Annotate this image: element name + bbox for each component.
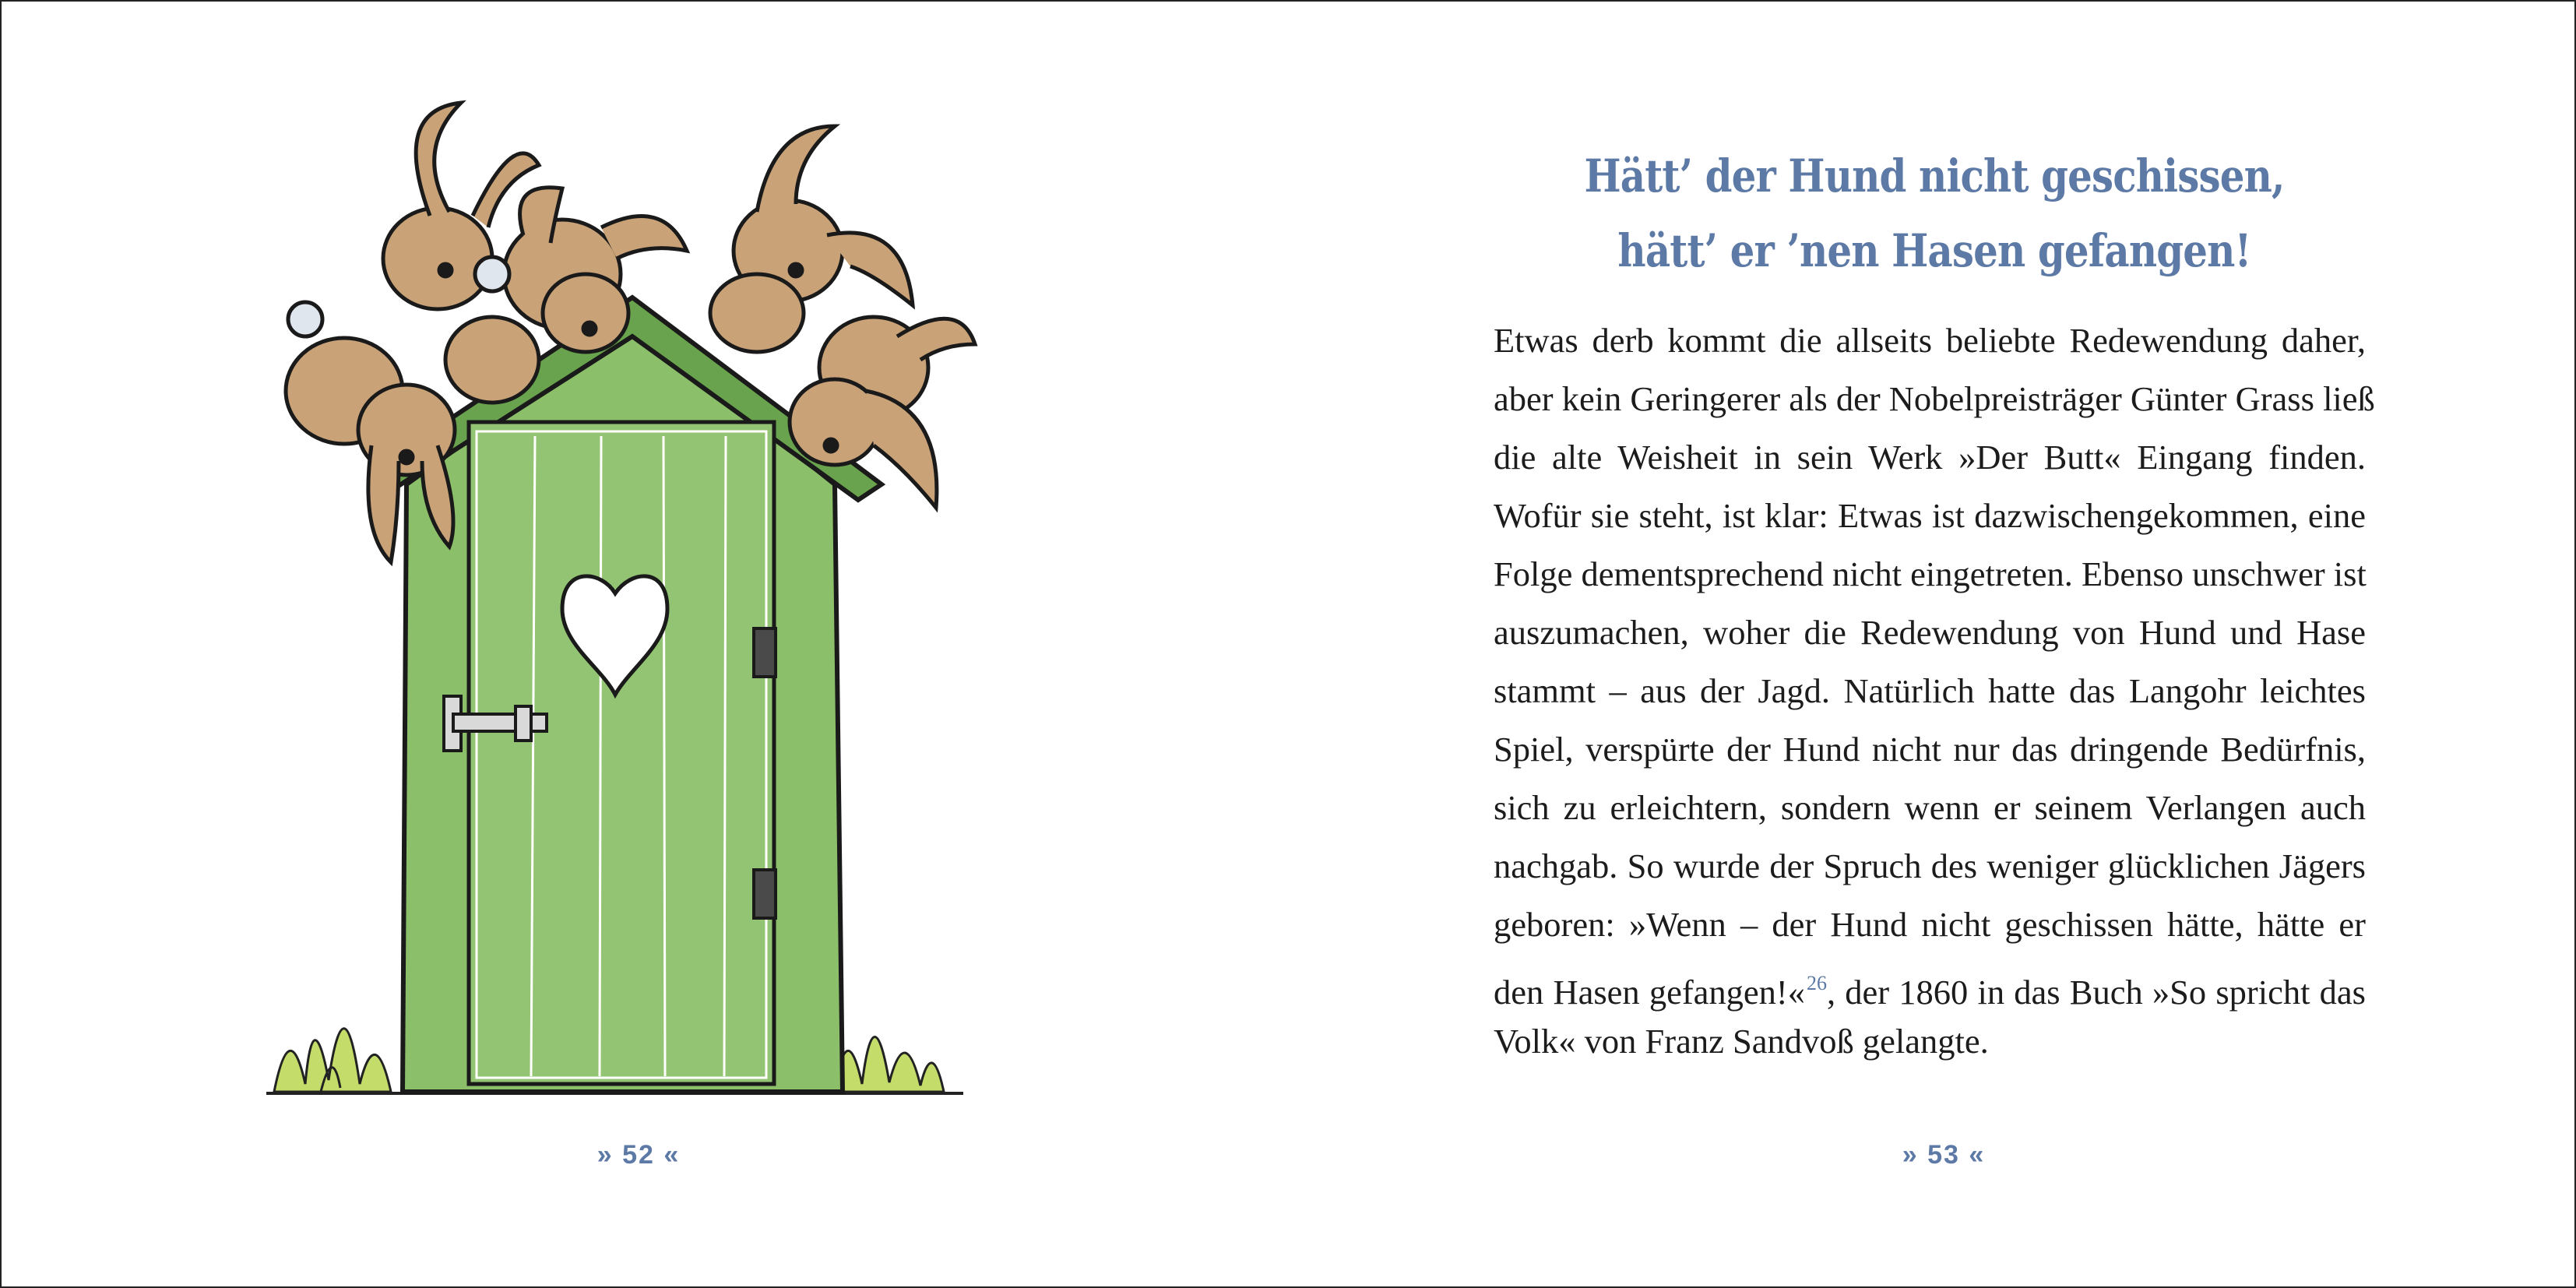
body-line-with-footnote	[1494, 954, 2366, 1012]
body-line: Wofür sie steht, ist klar: Etwas ist dazwischengekommen, eine	[1494, 496, 2366, 535]
body-line: sich zu erleichtern, sondern wenn er seinem Verlangen auch	[1494, 788, 2366, 827]
line-text: , der 1860 in das Buch »So spricht das	[1826, 973, 2366, 1012]
body-line: die alte Weisheit in sein Werk »Der Butt« Eingang finden.	[1494, 438, 2366, 477]
grass-left	[274, 1029, 391, 1092]
body-line: aber kein Geringerer als der Nobelpreisträger Günter Grass ließ	[1494, 379, 2375, 418]
page-number-left: » 52 «	[596, 1140, 681, 1170]
hinge-top	[754, 628, 776, 677]
body-line: Folge dementsprechend nicht eingetreten. Ebenso unschwer ist	[1494, 554, 2367, 593]
body-line: Spiel, verspürte der Hund nicht nur das dringende Bedürfnis,	[1494, 730, 2366, 769]
body-text	[1494, 311, 2375, 1071]
body-line: auszumachen, woher die Redewendung von Hund und Hase	[1494, 613, 2366, 652]
grass-right	[835, 1036, 944, 1092]
page-number-right: » 53 «	[1902, 1140, 1986, 1170]
line-text: den Hasen gefangen!«	[1494, 973, 1805, 1012]
footnote-reference[interactable]: 26	[1806, 972, 1827, 994]
body-line: stammt – aus der Jagd. Natürlich hatte das Langohr leichtes	[1494, 671, 2366, 710]
body-line: Volk« von Franz Sandvoß gelangte.	[1494, 1022, 1989, 1061]
body-line: nachgab. So wurde der Spruch des weniger glücklichen Jägers	[1494, 846, 2366, 885]
body-line: geboren: »Wenn – der Hund nicht geschissen hätte, hätte er	[1494, 905, 2366, 944]
left-page	[2, 2, 1288, 1286]
body-line: Etwas derb kommt die allseits beliebte Redewendung daher,	[1494, 321, 2366, 360]
hinge-bottom	[754, 870, 776, 918]
chapter-title	[1479, 139, 2390, 288]
title-line-1: Hätt’ der Hund nicht geschissen,	[1584, 150, 2285, 202]
outhouse-rabbits-illustration	[259, 79, 991, 1123]
right-page	[1288, 2, 2574, 1286]
title-line-2: hätt’ er ’nen Hasen gefangen!	[1617, 224, 2251, 277]
